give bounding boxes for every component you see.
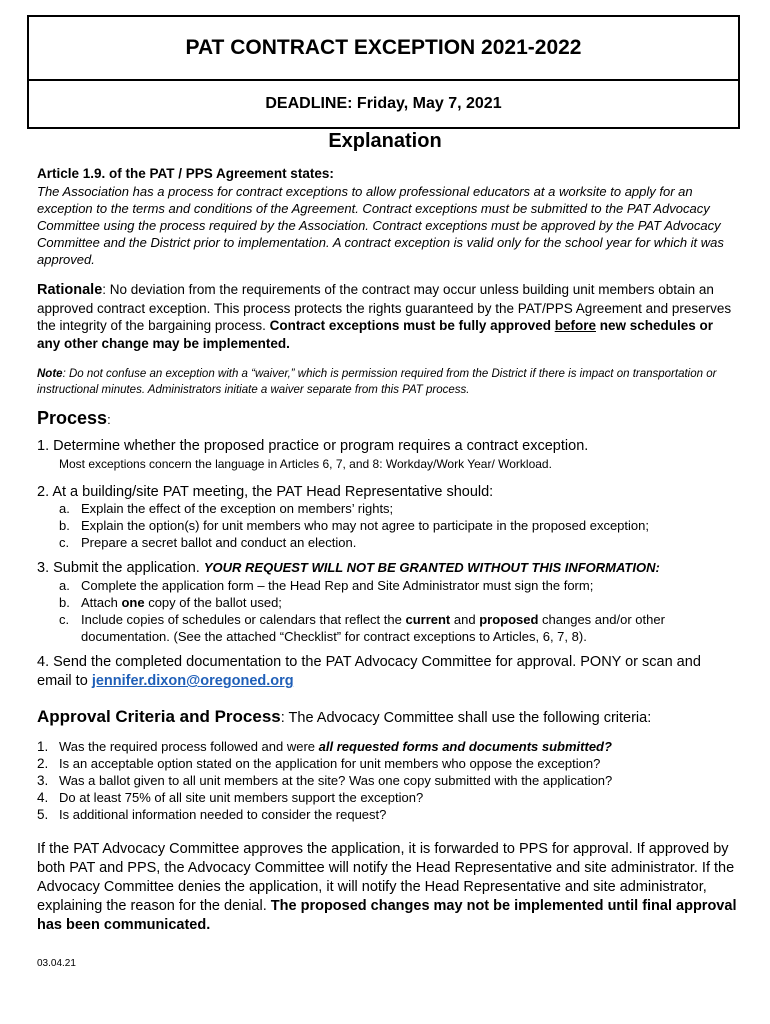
step-3-item-c-text-1: Include copies of schedules or calendars that reflect the [81, 612, 406, 627]
process-step-3-warning: YOUR REQUEST WILL NOT BE GRANTED WITHOUT THIS INFORMATION: [203, 560, 660, 575]
closing-bold: The proposed changes may not be implemented until final approval has been communicated. [37, 898, 737, 933]
criteria-text: Is an acceptable option stated on the application for unit members who oppose the exception? [59, 756, 601, 771]
note-label: Note [37, 368, 63, 380]
criteria-item [37, 738, 612, 755]
closing-text: If the PAT Advocacy Committee approves the application, it is forwarded to PPS for approval. If approved by both PAT and PPS, the Advocacy Committee will notify the Head Representative and site administrator. If the Advocacy Committee denies the application, it will notify the Head Representative and site administrator, explaining the reason for the denial. [37, 841, 735, 914]
criteria-list [37, 738, 612, 823]
criteria-item [37, 789, 612, 806]
note-paragraph [37, 366, 737, 398]
step-3-item-a-text: Complete the application form – the Head Rep and Site Administrator must sign the form; [81, 578, 594, 593]
approval-heading [37, 707, 651, 727]
rationale-label: Rationale [37, 282, 103, 298]
step-3-item-c-continuation: documentation. (See the attached “Checklist” for contract exceptions to Articles, 6, 7, 8). [81, 629, 587, 644]
step-2-item [59, 518, 649, 535]
criteria-text: Do at least 75% of all site unit members support the exception? [59, 790, 424, 805]
process-step-1-note-dot: . [548, 457, 552, 471]
rationale-before: before [554, 318, 596, 333]
deadline-box [27, 79, 740, 129]
step-2-item-letter: b. [59, 518, 70, 533]
explanation-heading: Explanation [328, 130, 442, 152]
step-3-item-b [59, 595, 282, 612]
process-step-2: 2. At a building/site PAT meeting, the PAT Head Representative should: [37, 484, 494, 500]
deadline-text: DEADLINE: Friday, May 7, 2021 [265, 95, 502, 112]
process-heading-colon: : [107, 412, 111, 427]
criteria-bold: all requested forms and documents submitted? [318, 739, 612, 754]
criteria-text: Is additional information needed to consider the request? [59, 807, 387, 822]
step-3-item-c-proposed: proposed [479, 612, 539, 627]
process-heading-label: Process [37, 408, 108, 428]
step-3-item-c-current: current [405, 612, 451, 627]
criteria-item [37, 806, 612, 823]
step-2-item-text: Prepare a secret ballot and conduct an election. [81, 535, 357, 550]
process-heading [37, 408, 111, 429]
criteria-text: Was the required process followed and were [59, 739, 319, 754]
approval-heading-label: Approval Criteria and Process [37, 707, 281, 726]
step-3-item-c-text-3: changes and/or other [538, 612, 665, 627]
process-step-3 [37, 560, 660, 576]
step-2-item-text: Explain the effect of the exception on members’ rights; [81, 501, 394, 516]
step-2-item-letter: c. [59, 535, 70, 550]
document-title: PAT CONTRACT EXCEPTION 2021-2022 [185, 36, 582, 59]
step-3-item-letter: b. [59, 595, 70, 610]
rationale-paragraph [37, 281, 737, 352]
criteria-number: 1. [37, 739, 49, 754]
step-3-item-a [59, 578, 593, 595]
step-2-item [59, 501, 393, 518]
criteria-number: 3. [37, 773, 49, 788]
process-step-3-text: 3. Submit the application. [37, 560, 204, 576]
criteria-item [37, 755, 612, 772]
step-2-item [59, 535, 356, 552]
rationale-text: No deviation from the requirements of the contract may occur unless building unit members obtain an approved contract exception. This process protects the rights guaranteed by the PAT/PPS Agreement and preserves the integrity of the bargaining process. [37, 282, 732, 333]
criteria-number: 2. [37, 756, 49, 771]
article-heading: Article 1.9. of the PAT / PPS Agreement states: [37, 166, 334, 181]
step-3-item-c [59, 612, 665, 629]
step-3-item-c-text-2: and [450, 612, 480, 627]
step-3-item-b-text-1: Attach [81, 595, 122, 610]
process-step-4 [37, 653, 737, 691]
rationale-bold-2: new schedules or any other change may be implemented. [37, 318, 714, 351]
criteria-number: 5. [37, 807, 49, 822]
process-step-1: 1. Determine whether the proposed practice or program requires a contract exception. [37, 438, 589, 454]
email-link[interactable]: jennifer.dixon@oregoned.org [91, 673, 294, 689]
step-3-item-b-text-2: copy of the ballot used; [144, 595, 282, 610]
step-3-item-letter: c. [59, 612, 70, 627]
rationale-bold-1: Contract exceptions must be fully approved [269, 318, 555, 333]
note-text: : Do not confuse an exception with a “waiver,” which is permission required from the District if there is impact on transportation or instructional minutes. Administrators initiate a waiver separate from this PAT process. [37, 368, 717, 396]
criteria-number: 4. [37, 790, 49, 805]
rationale-colon: : [102, 282, 107, 297]
closing-paragraph [37, 840, 737, 935]
step-3-item-b-bold: one [121, 595, 145, 610]
document-title-box [27, 15, 740, 81]
step-2-item-letter: a. [59, 501, 70, 516]
criteria-text: Was a ballot given to all unit members at the site? Was one copy submitted with the application? [59, 773, 613, 788]
footer-date-code: 03.04.21 [37, 958, 76, 969]
process-step-1-note [59, 457, 552, 471]
process-step-4-text: 4. Send the completed documentation to the PAT Advocacy Committee for approval. PONY or scan and email to [37, 654, 701, 689]
article-body: The Association has a process for contract exceptions to allow professional educators at a worksite to apply for an exception to the terms and conditions of the Agreement. Contract exceptions must be submitted to the PAT Advocacy Committee using the process required by the Association. Contract exceptions must be approved by the PAT Advocacy Committee and the District prior to implementation. A contract exception is valid only for the school year for which it was approved. [37, 184, 724, 267]
process-step-1-note-text: Most exceptions concern the language in Articles 6, 7, and 8: Workday/Work Year/ Workload [59, 457, 549, 471]
criteria-item [37, 772, 612, 789]
step-3-item-letter: a. [59, 578, 70, 593]
approval-heading-tail: : The Advocacy Committee shall use the following criteria: [280, 710, 652, 726]
step-2-item-text: Explain the option(s) for unit members who may not agree to participate in the proposed exception; [81, 518, 649, 533]
